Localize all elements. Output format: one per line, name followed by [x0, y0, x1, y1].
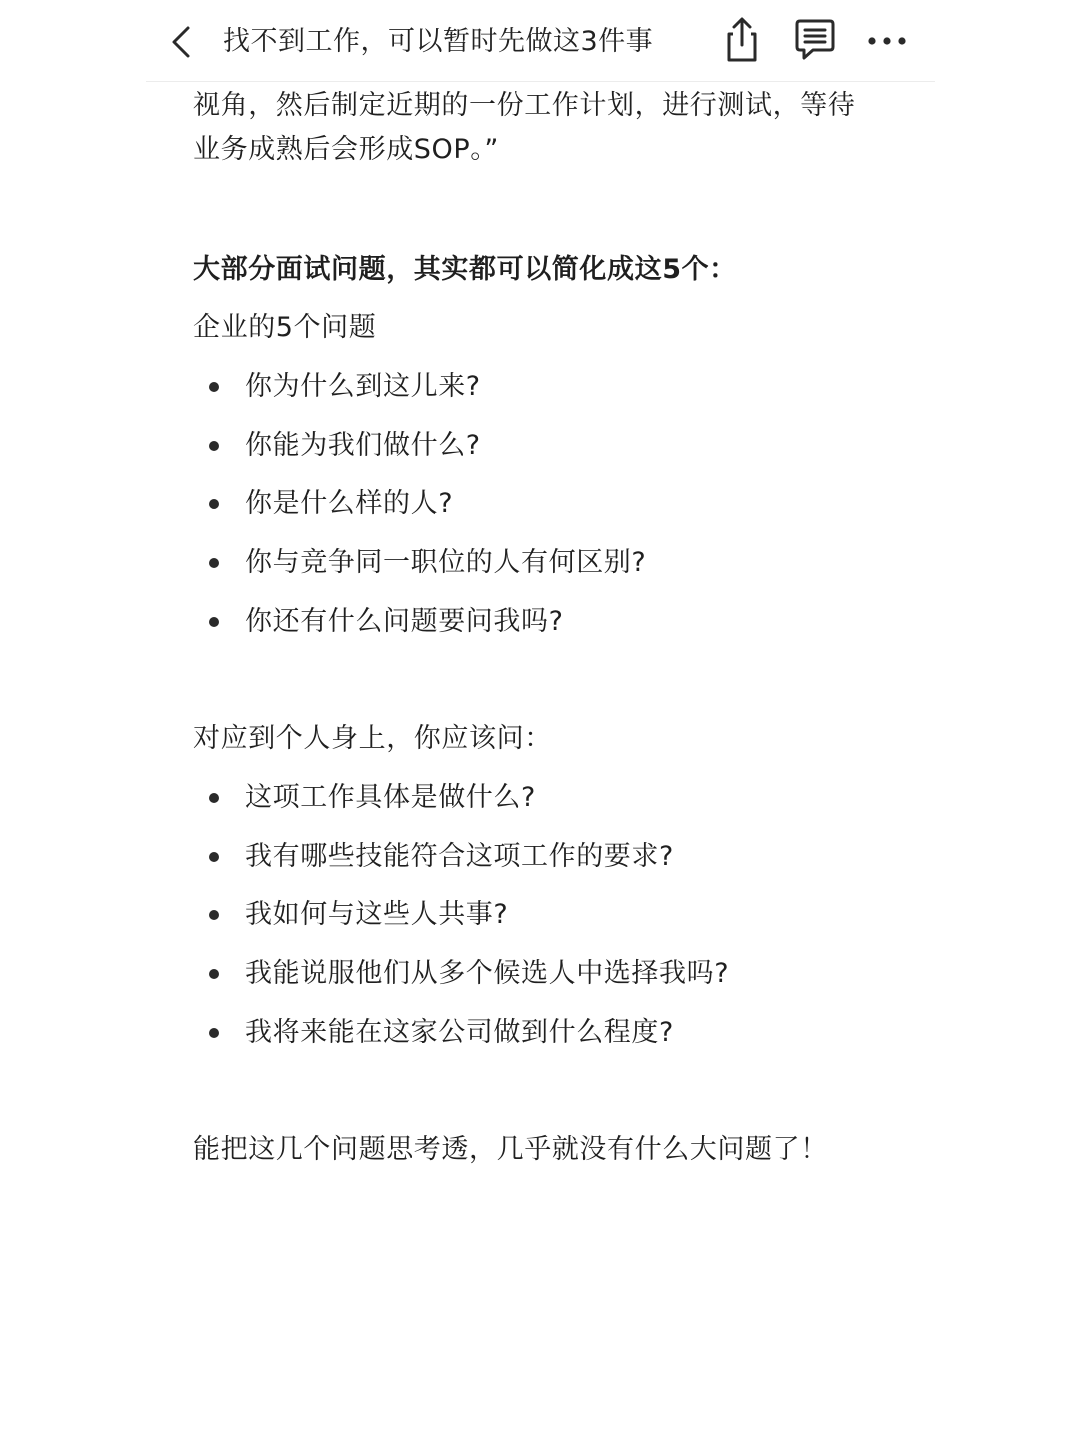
chevron-left-icon: [166, 22, 198, 62]
comment-icon: [791, 14, 839, 66]
share-button[interactable]: [718, 14, 766, 66]
list-item: 你能为我们做什么?: [193, 424, 913, 468]
bullet-icon: [209, 1028, 219, 1038]
page-title: 找不到工作，可以暂时先做这3件事: [223, 26, 654, 57]
intro-line-2: 业务成熟后会形成SOP。”: [193, 134, 499, 165]
closing-line: 能把这几个问题思考透，几乎就没有什么大问题了！: [193, 1133, 828, 1165]
bullet-icon: [209, 617, 219, 627]
section-heading: 大部分面试问题，其实都可以简化成这5个：: [193, 254, 737, 285]
list-item: 我有哪些技能符合这项工作的要求?: [193, 835, 913, 879]
share-icon: [718, 14, 766, 66]
bullet-icon: [209, 382, 219, 392]
list-item: 你还有什么问题要问我吗?: [193, 600, 913, 644]
list-item: 你是什么样的人?: [193, 482, 913, 526]
list-item: 我将来能在这家公司做到什么程度?: [193, 1011, 913, 1055]
list-item: 你与竞争同一职位的人有何区别?: [193, 541, 913, 585]
more-button[interactable]: [863, 14, 911, 66]
article-body: [193, 82, 913, 1172]
top-navigation-bar: [146, 0, 935, 82]
personal-questions-subheading: 对应到个人身上，你应该问：: [193, 722, 552, 754]
company-questions-subheading: 企业的5个问题: [193, 312, 377, 343]
bullet-icon: [209, 441, 219, 451]
comment-button[interactable]: [791, 14, 839, 66]
bullet-icon: [209, 499, 219, 509]
more-horizontal-icon: [863, 14, 911, 66]
company-questions-list: [193, 365, 913, 644]
personal-questions-list: [193, 776, 913, 1055]
back-button[interactable]: [166, 22, 198, 62]
list-item: 你为什么到这儿来?: [193, 365, 913, 409]
bullet-icon: [209, 852, 219, 862]
bullet-icon: [209, 558, 219, 568]
list-item: 我能说服他们从多个候选人中选择我吗?: [193, 952, 913, 996]
bullet-icon: [209, 793, 219, 803]
intro-line-1: 视角，然后制定近期的一份工作计划，进行测试，等待: [193, 90, 856, 121]
bullet-icon: [209, 969, 219, 979]
list-item: 这项工作具体是做什么?: [193, 776, 913, 820]
list-item: 我如何与这些人共事?: [193, 893, 913, 937]
bullet-icon: [209, 910, 219, 920]
